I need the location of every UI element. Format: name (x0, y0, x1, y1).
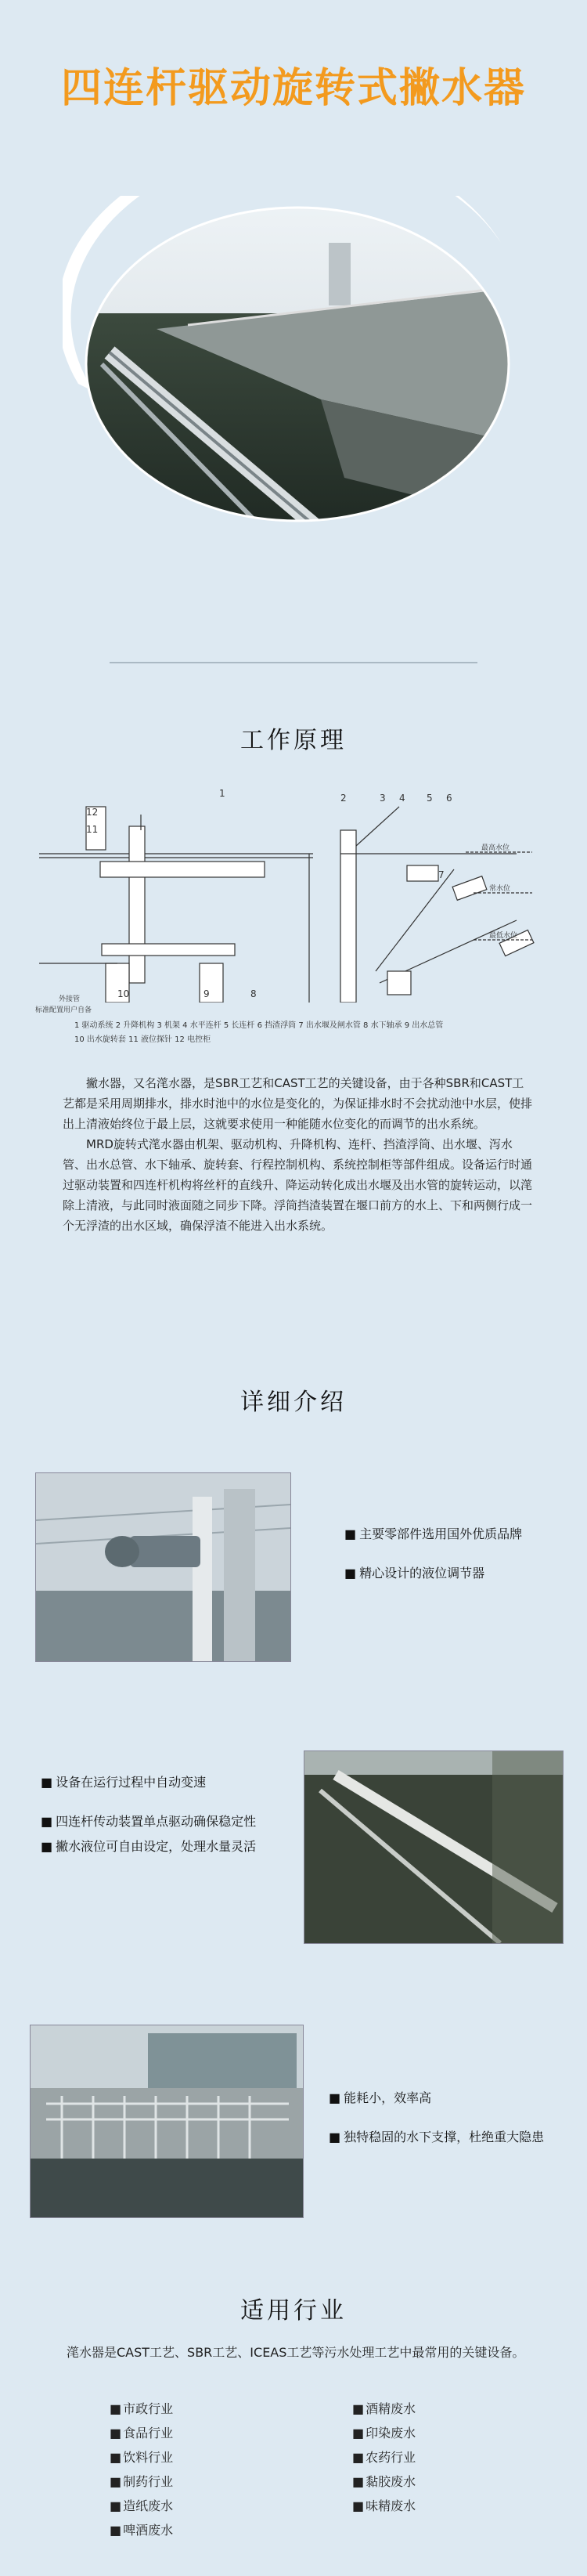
callout-2: 2 (340, 793, 347, 804)
section-title-industries: 适用行业 (240, 2297, 347, 2325)
feature-item: ■ 独特稳固的水下支撑，杜绝重大隐患 (329, 2126, 544, 2148)
section-title-principle: 工作原理 (240, 727, 347, 754)
industry-item: ■ 酒精废水 (352, 2397, 416, 2421)
callout-11: 11 (86, 824, 99, 835)
hero-photo (63, 196, 532, 564)
feature-item: ■ 能耗小，效率高 (329, 2087, 544, 2109)
callout-5: 5 (427, 793, 433, 804)
callout-1: 1 (219, 788, 225, 799)
principle-paragraph-2: MRD旋转式滗水器由机架、驱动机构、升降机构、连杆、挡渣浮筒、出水堰、泻水管、出水总管、水下轴承、旋转套、行程控制机构、系统控制柜等部件组成。设备运行时通过驱动装置和四连杆机构将丝杆的直线升、降运动转化成出水堰及出水管的旋转运动，以滗除上清液，与此同时液面随之同步下降。浮筒挡渣装置在堰口前方的水上、下和两侧行成一个无浮渣的出水区域，确保浮渣不能进入出水系统。 (63, 1137, 533, 1233)
label-outlet-pipe: 外接管 (59, 995, 81, 1003)
callout-4: 4 (399, 793, 405, 804)
label-normal-level: 常水位 (489, 885, 511, 893)
divider (110, 662, 477, 663)
feature-item: ■ 撇水液位可自由设定，处理水量灵活 (41, 1836, 275, 1858)
mechanism-drawing (31, 783, 556, 1003)
industry-list-left (110, 2397, 173, 2542)
feature-item: ■ 设备在运行过程中自动变速 (41, 1772, 275, 1794)
principle-text (63, 1073, 532, 1236)
industry-list-right (352, 2397, 416, 2518)
industry-item: ■ 造纸废水 (110, 2494, 173, 2518)
label-max-level: 最高水位 (481, 844, 510, 852)
industry-item: ■ 印染废水 (352, 2421, 416, 2445)
industries-intro: 滗水器是CAST工艺、SBR工艺、ICEAS工艺等污水处理工艺中最常用的关键设备。 (67, 2345, 525, 2360)
diagram-legend-2: 10 出水旋转套 11 液位探针 12 电控柜 (74, 1035, 211, 1044)
callout-9: 9 (203, 988, 210, 999)
callout-7: 7 (438, 869, 445, 880)
feature-item: ■ 精心设计的液位调节器 (344, 1563, 522, 1584)
detail-photo-drive-unit (35, 1472, 291, 1662)
label-user-config: 标准配置用户自备 (35, 1006, 92, 1014)
diagram-legend-1: 1 驱动系统 2 升降机构 3 机架 4 水平连杆 5 长连杆 6 挡渣浮筒 7 出水堰及闸水管 8 水下轴承 9 出水总管 (74, 1021, 444, 1030)
industry-item: ■ 制药行业 (110, 2469, 173, 2494)
industry-item: ■ 饮料行业 (110, 2445, 173, 2469)
industry-item: ■ 啤酒废水 (110, 2518, 173, 2542)
industry-item: ■ 味精废水 (352, 2494, 416, 2518)
callout-12: 12 (86, 807, 99, 818)
industry-item: ■ 黏胶废水 (352, 2469, 416, 2494)
principle-paragraph-1: 撇水器，又名滗水器，是SBR工艺和CAST工艺的关键设备，由于各种SBR和CAST工艺都是采用周期排水，排水时池中的水位是变化的，为保证排水时不会扰动池中水层，使排出上清液始终位于最上层，这就要求使用一种能随水位变化的而调节的出水系统。 (63, 1076, 533, 1131)
callout-10: 10 (117, 988, 130, 999)
feature-item: ■ 主要零部件选用国外优质品牌 (344, 1523, 522, 1545)
callout-3: 3 (380, 793, 386, 804)
feature-item: ■ 四连杆传动装置单点驱动确保稳定性 (41, 1811, 275, 1833)
section-title-details: 详细介绍 (240, 1389, 347, 1416)
feature-list-3 (329, 2087, 544, 2148)
detail-photo-weir (304, 1750, 564, 1944)
industry-item: ■ 食品行业 (110, 2421, 173, 2445)
feature-list-1 (344, 1523, 522, 1584)
industry-item: ■ 市政行业 (110, 2397, 173, 2421)
feature-list-2 (41, 1772, 275, 1858)
industry-item: ■ 农药行业 (352, 2445, 416, 2469)
label-low-level: 最低水位 (489, 932, 518, 940)
callout-6: 6 (446, 793, 452, 804)
working-principle-diagram (31, 783, 556, 1042)
callout-8: 8 (250, 988, 257, 999)
page-title: 四连杆驱动旋转式撇水器 (60, 65, 526, 112)
detail-photo-installation (30, 2025, 304, 2218)
